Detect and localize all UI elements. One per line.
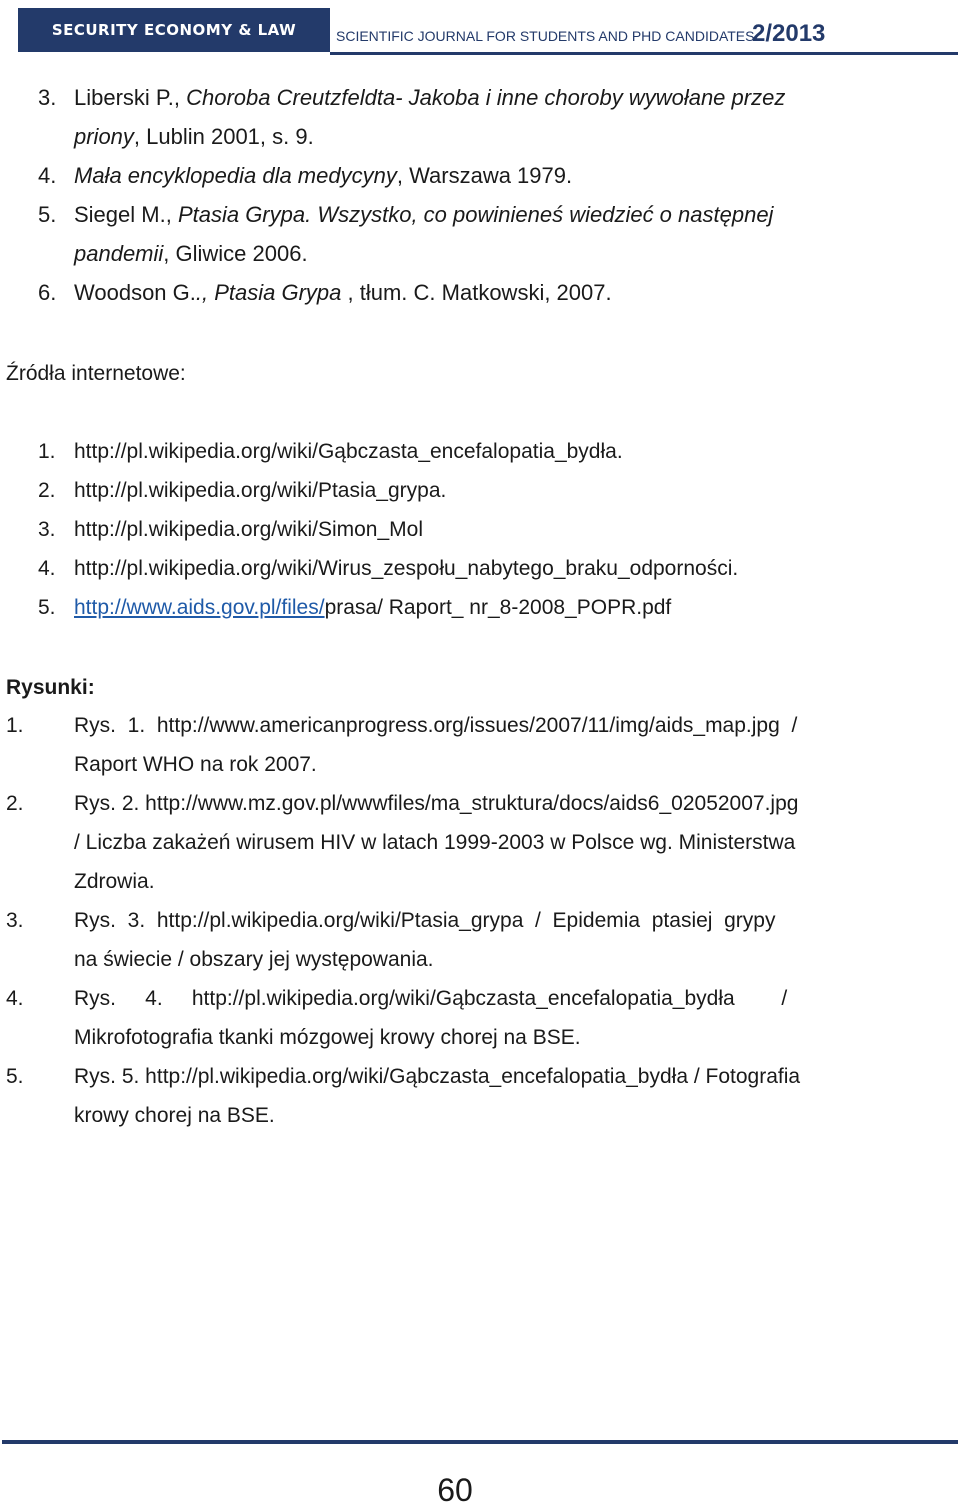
item-number: 2. <box>38 479 56 502</box>
list-item <box>38 202 774 227</box>
title: Choroba Creutzfeldta- Jakoba i inne choroby wywołane przez <box>186 85 786 110</box>
item-number: 4. <box>38 557 56 580</box>
source-link[interactable]: http://www.aids.gov.pl/files/ <box>74 596 325 619</box>
figures-heading: Rysunki: <box>6 676 95 699</box>
figure-caption: Mikrofotografia tkanki mózgowej krowy chorej na BSE. <box>74 1026 581 1049</box>
figure-reference: Rys. 5. http://pl.wikipedia.org/wiki/Gąbczasta_encefalopatia_bydła / Fotografia <box>74 1065 801 1088</box>
item-number: 1. <box>38 440 56 463</box>
issue-number: 2/2013 <box>752 20 826 47</box>
journal-logo <box>18 8 330 52</box>
item-number: 4. <box>38 163 57 188</box>
list-item <box>38 440 623 464</box>
author: Woodson G. <box>74 280 196 305</box>
header-rule <box>330 52 958 55</box>
author: Siegel M., <box>74 202 178 227</box>
author: Liberski P., <box>74 85 187 110</box>
source-url: prasa/ Raport_ nr_8-2008_POPR.pdf <box>324 596 672 619</box>
footer-rule <box>2 1440 958 1444</box>
figure-reference: Rys. 4. http://pl.wikipedia.org/wiki/Gąbczasta_encefalopatia_bydła / <box>74 987 788 1010</box>
title: pandemii <box>74 241 164 266</box>
list-item <box>6 792 799 816</box>
item-number: 6. <box>38 280 57 305</box>
figure-caption: na świecie / obszary jej występowania. <box>74 948 434 971</box>
figure-caption: Zdrowia. <box>74 870 155 893</box>
item-number: 3. <box>38 85 57 110</box>
list-item <box>38 85 786 110</box>
publication: , Gliwice 2006. <box>163 241 308 266</box>
title: Ptasia Grypa. Wszystko, co powinieneś wiedzieć o następnej <box>177 202 774 227</box>
figure-reference: Rys. 3. http://pl.wikipedia.org/wiki/Ptasia_grypa / Epidemia ptasiej grypy <box>74 909 776 932</box>
publication: , Lublin 2001, s. 9. <box>133 124 314 149</box>
item-number: 3. <box>38 518 56 541</box>
source-url: http://pl.wikipedia.org/wiki/Ptasia_grypa. <box>74 479 447 502</box>
figure-caption: / Liczba zakażeń wirusem HIV w latach 1999-2003 w Polsce wg. Ministerstwa <box>74 831 796 854</box>
source-url: http://pl.wikipedia.org/wiki/Simon_Mol <box>74 518 423 541</box>
source-url: http://pl.wikipedia.org/wiki/Gąbczasta_encefalopatia_bydła. <box>74 440 623 463</box>
item-number: 4. <box>6 987 24 1010</box>
publication: , Warszawa 1979. <box>396 163 573 188</box>
journal-title: SCIENTIFIC JOURNAL FOR STUDENTS AND PHD CANDIDATES <box>336 28 755 44</box>
figure-caption: Raport WHO na rok 2007. <box>74 753 317 776</box>
figure-caption: krowy chorej na BSE. <box>74 1104 275 1127</box>
list-item <box>38 557 739 581</box>
item-number: 1. <box>6 714 24 737</box>
source-url: http://pl.wikipedia.org/wiki/Wirus_zespołu_nabytego_braku_odporności. <box>74 557 739 580</box>
list-item <box>38 518 423 542</box>
item-number: 5. <box>6 1065 24 1088</box>
list-item <box>38 596 672 620</box>
list-item <box>38 280 612 305</box>
list-item <box>6 1065 801 1089</box>
sources-heading: Źródła internetowe: <box>6 362 186 385</box>
list-item <box>6 714 798 738</box>
list-item <box>38 163 573 188</box>
figure-reference: Rys. 1. http://www.americanprogress.org/issues/2007/11/img/aids_map.jpg / <box>74 714 798 737</box>
list-item-continued <box>74 242 308 266</box>
journal-logo-text: SECURITY ECONOMY & LAW <box>51 21 297 39</box>
list-item <box>6 909 776 933</box>
title: ., Ptasia Grypa <box>195 280 342 305</box>
list-item-continued <box>74 125 314 149</box>
figure-reference: Rys. 2. http://www.mz.gov.pl/wwwfiles/ma_struktura/docs/aids6_02052007.jpg <box>74 792 799 815</box>
title: Mała encyklopedia dla medycyny <box>74 163 397 188</box>
publication: , tłum. C. Matkowski, 2007. <box>341 280 612 305</box>
page-number: 60 <box>437 1472 473 1508</box>
list-item <box>38 479 447 503</box>
title: priony <box>74 124 134 149</box>
item-number: 5. <box>38 596 56 619</box>
list-item <box>6 987 788 1011</box>
item-number: 2. <box>6 792 24 815</box>
item-number: 3. <box>6 909 24 932</box>
item-number: 5. <box>38 202 57 227</box>
